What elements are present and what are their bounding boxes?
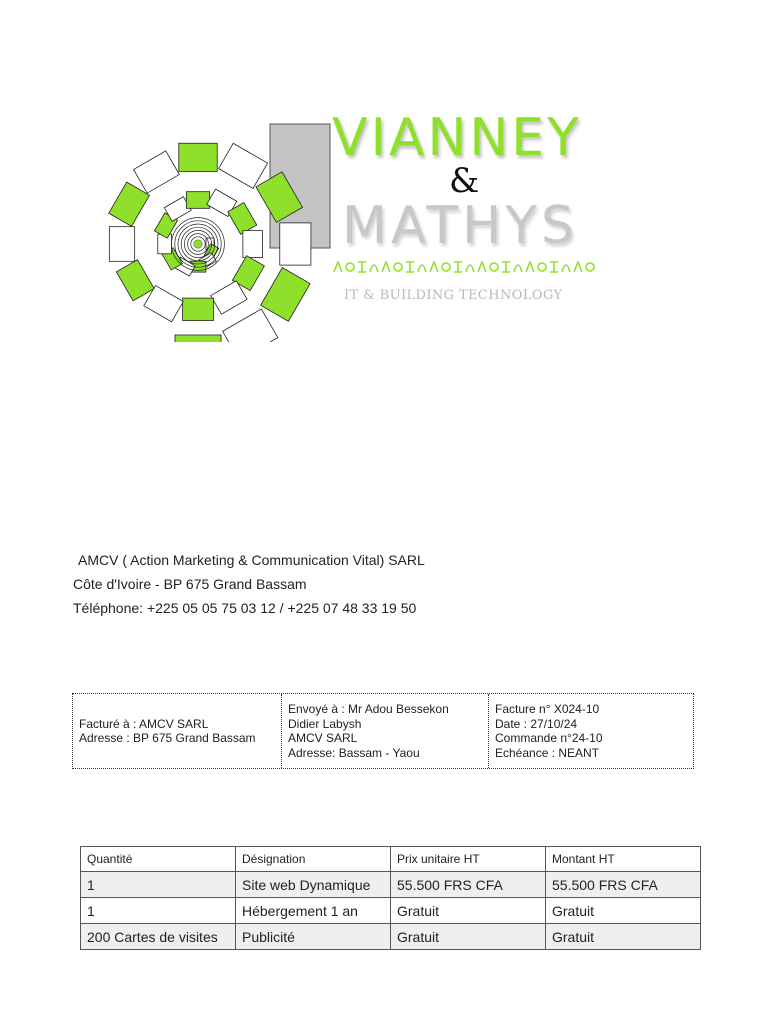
table-row: [81, 898, 701, 924]
cell-designation: Site web Dynamique: [236, 872, 391, 898]
billed-to-column: [73, 694, 281, 768]
table-header-row: [81, 847, 701, 872]
sender-company: AMCV ( Action Marketing & Communication Vital) SARL: [78, 552, 425, 568]
cell-quantity: 1: [81, 872, 236, 898]
due-date: Echéance : NEANT: [495, 745, 600, 760]
sender-phone: Téléphone: +225 05 05 75 03 12 / +225 07 48 33 19 50: [73, 600, 417, 616]
billed-to: Facturé à : AMCV SARL: [79, 716, 209, 731]
sender-address: Côte d'Ivoire - BP 675 Grand Bassam: [73, 576, 307, 592]
cell-quantity: 200 Cartes de visites: [81, 924, 236, 950]
invoice-items-table: [80, 846, 701, 950]
logo-spiral-icon: [70, 92, 340, 342]
invoice-meta-column: [488, 694, 693, 768]
table-row: [81, 872, 701, 898]
cell-designation: Publicité: [236, 924, 391, 950]
invoice-number: Facture n° X024-10: [495, 702, 600, 716]
sent-to-company: AMCV SARL: [288, 731, 358, 745]
sent-to-name-cont: Didier Labysh: [288, 716, 362, 731]
brand-name-mathys: MATHYS: [342, 196, 579, 256]
cell-unit-price: Gratuit: [391, 898, 546, 924]
cell-amount: 55.500 FRS CFA: [546, 872, 701, 898]
header-unit-price: Prix unitaire HT: [391, 847, 546, 872]
sent-to-name: Envoyé à : Mr Adou Bessekon: [288, 702, 449, 716]
cell-quantity: 1: [81, 898, 236, 924]
billed-address: Adresse : BP 675 Grand Bassam: [79, 731, 256, 745]
header-quantity: Quantité: [81, 847, 236, 872]
header-designation: Désignation: [236, 847, 391, 872]
invoice-date: Date : 27/10/24: [495, 716, 578, 731]
sent-to-column: [281, 694, 488, 768]
table-row: [81, 924, 701, 950]
cell-amount: Gratuit: [546, 924, 701, 950]
sent-to-address: Adresse: Bassam - Yaou: [288, 745, 420, 760]
cell-amount: Gratuit: [546, 898, 701, 924]
header-amount: Montant HT: [546, 847, 701, 872]
sender-block: [73, 550, 425, 622]
brand-decorative-glyphs-icon: [332, 258, 602, 276]
billing-info-box: [72, 693, 694, 769]
brand-ampersand: &: [449, 161, 480, 201]
order-number: Commande n°24-10: [495, 731, 603, 745]
cell-unit-price: 55.500 FRS CFA: [391, 872, 546, 898]
brand-name-vianney: VIANNEY: [332, 108, 582, 168]
cell-unit-price: Gratuit: [391, 924, 546, 950]
brand-tagline: IT & BUILDING TECHNOLOGY: [344, 288, 563, 303]
cell-designation: Hébergement 1 an: [236, 898, 391, 924]
